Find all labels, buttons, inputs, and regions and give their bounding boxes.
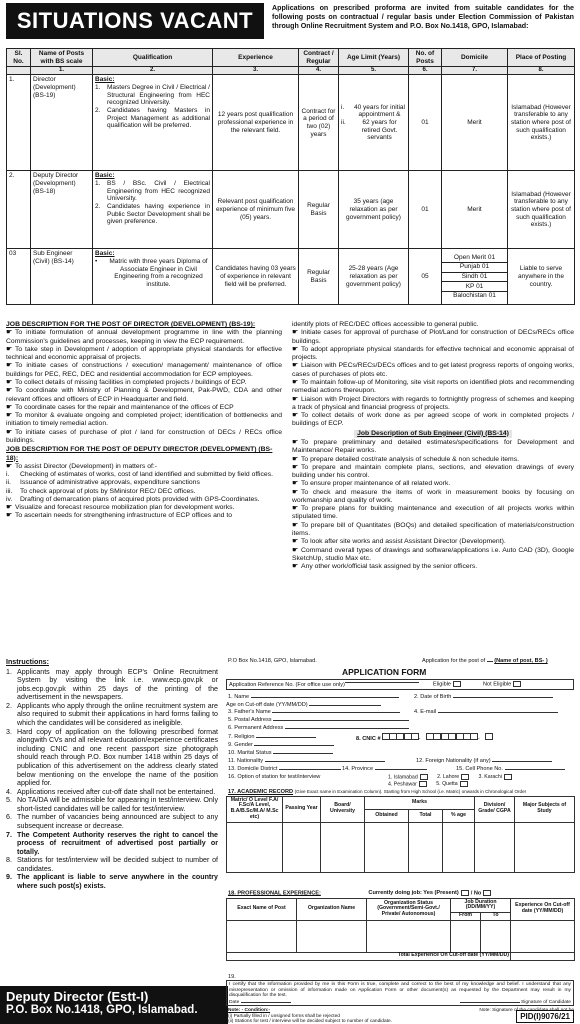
jd-right-column [292, 321, 574, 571]
arrow-icon: ☛ [292, 538, 299, 546]
col-num: 7. [442, 67, 508, 75]
row-sl: 2. [7, 171, 31, 249]
arrow-icon: ☛ [6, 378, 13, 386]
arrow-icon: ☛ [6, 462, 13, 470]
row-age: 25-28 years (Age relaxation as per government policy) [339, 249, 409, 305]
list-item: ☛ To initiate cases of constructions / execution/ management/ maintenance of office buildings for PEC, REC, DEC and residential accommodation for ECP employees. [6, 362, 282, 378]
row-experience: 12 years post qualification professional experience in the relevant field. [213, 75, 299, 171]
table-row [7, 171, 575, 249]
postal-address-field[interactable] [273, 720, 409, 721]
domicile-district-field[interactable] [279, 769, 341, 770]
arrow-icon: ☛ [292, 412, 299, 420]
arrow-icon: ☛ [292, 395, 299, 403]
list-item: 9. The applicant is liable to serve anywhere in the country where such post(s) exists. [6, 873, 218, 891]
list-item: i. Checking of estimates of works, cost of land identified and submitted by field offices. [6, 471, 274, 479]
list-item: ☛ To coordinate cases for the repair and maintenance of the offices of ECP [6, 403, 234, 411]
posts-table [6, 48, 575, 305]
arrow-icon: ☛ [292, 521, 299, 529]
station-options: 1. Islamabad 2. Lahore 3. Karachi [388, 774, 514, 781]
religion-field[interactable] [256, 737, 316, 738]
th-sl: Sl. No. [7, 49, 31, 67]
not-eligible-checkbox[interactable] [513, 681, 521, 687]
arrow-icon: ☛ [292, 345, 299, 353]
th-num-posts: No. of Posts [409, 49, 442, 67]
age-field[interactable] [309, 705, 381, 706]
th-age: Age Limit (Years) [339, 49, 409, 67]
list-item: 6. The number of vacancies being announced are subject to any subsequent increase or decrease. [6, 813, 218, 830]
list-item: ☛ Command overall types of drawings and software/applications i.e. Auto CAD (3D), Google SketchUp, studio Max etc. [292, 546, 574, 562]
list-item: 5. No TA/DA will be admissible for appearing in test/interview. Only short-listed candidates will be called for test/interview. [6, 796, 218, 813]
list-item: 2. Applicants who apply through the online recruitment system are also required to submit their applications in hard forms failing to which the candidates will be considered as ineligible. [6, 701, 218, 728]
list-item: ☛ Any other work/official task assigned by the senior officers. [292, 563, 478, 571]
list-item: ☛ Liaison with PECs/RECs/DECs offices and to get latest progress reports of ongoing works, cases of purchases of plots etc. [292, 362, 574, 378]
experience-table: Exact Name of Post Organization Name Organization Status (Government/Semi-Govt./ Private/ Autonomous) Job Duration (DD/MM/YY) Experience On Cut-off date (YY/MM/DD) From To Total Experience On Cut-off date (YY/MM/DD) [226, 898, 575, 961]
station-peshawar-checkbox[interactable] [419, 781, 427, 787]
col-num: 3. [213, 67, 299, 75]
list-item: identify plots of REC/DEC offices accessible to general public. [292, 321, 479, 328]
list-item: ☛ To prepare bill of Quantitates (BOQs) and detailed specification of materials/construction items. [292, 521, 574, 538]
table-row[interactable] [227, 822, 575, 872]
arrow-icon: ☛ [6, 504, 13, 512]
form-applied-for: Application for the post of [422, 658, 486, 664]
th-experience: Experience [213, 49, 299, 67]
row-contract: Contract for a period of two (02) years [299, 75, 339, 171]
arrow-icon: ☛ [292, 438, 299, 446]
list-item: ☛ To collect details of missing facilities in completed projects / buildings of ECP. [6, 378, 247, 386]
row-domicile: Merit [442, 171, 508, 249]
station-islamabad-checkbox[interactable] [420, 774, 428, 780]
list-item: (i) Partially filled in / unsigned forms shall be rejected [228, 1013, 340, 1019]
basic-label: Basic: [95, 250, 115, 258]
marital-status-field[interactable] [273, 753, 333, 754]
list-item: 8. Stations for test/interview will be decided subject to number of candidates. [6, 856, 218, 873]
arrow-icon: ☛ [6, 412, 13, 420]
list-item: ☛ To look after site works and assist Assistant Director (Development). [292, 538, 506, 546]
jd-sub-title: Job Description of Sub Engineer (Civil) (BS-14) [354, 430, 512, 438]
list-item: 2. Candidates having Masters in Project Management as additional qualification will be preferred. [95, 107, 210, 130]
row-domicile: Merit [442, 75, 508, 171]
header [6, 3, 574, 41]
instructions [6, 658, 218, 891]
permanent-address-field[interactable] [285, 728, 409, 729]
list-item: • Matric with three years Diploma of Associate Engineer in Civil Engineering from a recognized institute. [95, 258, 208, 289]
row-experience: Candidates having 03 years of experience in relevant field will be preferred. [213, 249, 299, 305]
station-karachi-checkbox[interactable] [504, 774, 512, 780]
list-item: ☛ To prepare plans for building maintenance and execution of all projects works within stipulated time. [292, 505, 574, 521]
domicile-quota: Sindh 01 [442, 273, 507, 283]
arrow-icon: ☛ [6, 329, 13, 337]
arrow-icon: ☛ [6, 387, 13, 395]
academic-table: Matric/ O Level F.A/ F.Sc/A Level, B.A/B.Sc/M.A/ M.Sc etc) Passing Year Board/ University Marks Division/ Grade/ CGPA Major Subjects of Study Obtained Total % age [226, 796, 575, 873]
jd-deputy-title: JOB DESCRIPTION FOR THE POST OF DEPUTY DIRECTOR (DEVELOPMENT) (BS-18): [6, 446, 273, 462]
arrow-icon: ☛ [6, 345, 13, 353]
arrow-icon: ☛ [292, 480, 299, 488]
col-num: 4. [299, 67, 339, 75]
row-domicile [442, 249, 508, 305]
ref-no-field[interactable]: Application Reference No. (For office use only) Eligible Not Eligible [226, 679, 574, 690]
name-field[interactable] [251, 697, 399, 698]
list-item: ☛ Liaison with Project Directors with regards to fortnightly progress of schemes and keeping a track of physical and financial progress of projects. [292, 395, 574, 411]
list-item: ☛ To coordinate with Ministry of Planning & Development, Pak-PWD, CDA and other relevant offices and officers of ECP in Headquarter and field. [6, 387, 282, 403]
doing-job-no-checkbox[interactable] [483, 890, 491, 896]
th-domicile: Domicile [442, 49, 508, 67]
email-field[interactable] [438, 712, 558, 713]
row-num-posts: 05 [409, 249, 442, 305]
row-qualification [93, 171, 213, 249]
arrow-icon: ☛ [292, 563, 299, 571]
col-num: 1. [31, 67, 93, 75]
table-row [7, 249, 575, 305]
arrow-icon: ☛ [292, 378, 299, 386]
issuer-address: P.O. Box No.1418, GPO, Islamabad. [6, 1004, 198, 1017]
arrow-icon: ☛ [292, 546, 299, 554]
col-num: 8. [508, 67, 575, 75]
list-item: 1. Masters Degree in Civil / Electrical / Structural Engineering from HEC recognized University. [95, 84, 210, 107]
form-pobox: P.O Box No.1418, GPO, Islamabad. [228, 658, 317, 664]
doing-job-yes-checkbox[interactable] [461, 890, 469, 896]
arrow-icon: ☛ [292, 329, 299, 337]
arrow-icon: ☛ [292, 362, 299, 370]
row-posting: Islamabad (However transferable to any station where post of such qualification exists.) [508, 75, 575, 171]
domicile-quota: Punjab 01 [442, 263, 507, 273]
row-age: 35 years (age relaxation as per government policy) [339, 171, 409, 249]
row-experience: Relevant post qualification experience of minimum five (05) years. [213, 171, 299, 249]
row-contract: Regular Basis [299, 249, 339, 305]
arrow-icon: ☛ [6, 428, 13, 436]
nationality-field[interactable] [265, 761, 385, 762]
posts-table-header [7, 49, 575, 67]
row-sl: 03 [7, 249, 31, 305]
th-posting: Place of Posting [508, 49, 575, 67]
list-item: 3. Hard copy of application on the following prescribed format alongwith CVs and all relevant education/experience certificates including CNIC and one recent passport size photograph should reach through P.O. Box number 1418 within 25 days of publication of this advertisement on the address clearly stated below mentioning on the envelope the name of the position applied for. [6, 727, 218, 788]
jd-director [6, 321, 282, 521]
list-item: ☛ Initiate cases for approval of purchase of Plot/Land for construction of DECs/RECs office buildings. [292, 329, 574, 345]
list-item: ☛ To ascertain needs for strengthening infrastructure of ECP offices and to [6, 512, 232, 520]
list-item: ☛ To ensure proper maintenance of all related work. [292, 480, 451, 488]
banner-title: SITUATIONS VACANT [6, 3, 264, 39]
arrow-icon: ☛ [6, 362, 13, 370]
date-field[interactable] [241, 1002, 291, 1003]
station-quetta-checkbox[interactable] [460, 781, 468, 787]
list-item: ☛ To maintain follow-up of Monitoring, site visit reports on identified plots and recommending remedial actions thereupon. [292, 378, 574, 395]
domicile-quota: KP 01 [442, 282, 507, 292]
list-item: ☛ To assist Director (Development) in matters of:- [6, 462, 158, 470]
table-row [7, 75, 575, 171]
dob-field[interactable] [453, 697, 553, 698]
jd-director-title: JOB DESCRIPTION FOR THE POST OF DIRECTOR (DEVELOPMENT) (BS-19): [6, 321, 256, 328]
list-item: 1. BS / BSc. Civil / Electrical Engineering from HEC recognized University. [95, 180, 210, 203]
list-item: (ii) Stations for test / interview will be decided subject to number of candidate. [228, 1019, 392, 1024]
academic-record-title: 17. ACADEMIC RECORD [228, 789, 294, 795]
list-item: ☛ To prepare preliminary and detailed estimates/specifications for Development and Maintenance/ Repair works. [292, 438, 574, 455]
arrow-icon: ☛ [6, 512, 13, 520]
application-form: P.O Box No.1418, GPO, Islamabad. Application for the post of (Name of post, BS- ) APPLICATION FORM Application Reference No. (For office use only) Eligible Not Eligible 1. Name 2. Date of Birth Age on Cut-off date (YY/MM/DD) 3. Father's Name 4. E-mail 5. Postal Address 6. Permanent Address 7. Religion 8. CNIC # - - 9. Gender 10. Marital Status 11. Nationality 12. Foreign Nationality (if any) 13. Domicile District 14. Province 15. Cell Phone No. 16. Option of station for test/interview 1. Islamabad 2. Lahore 3. Karachi 4. Peshawar 5. Quetta 17. ACADEMIC RECORD (Give Exact name in Examination Column). Starting from High School (i.e. Matric) onwards in Chronological Order Matric/ O Level F.A/ F.Sc/A Level, B.A/B.Sc/M.A/ M.Sc etc) Passing Year Board/ University Marks Division/ Grade/ CGPA Major Subjects of Study Obtained Total % age 18. PROFESSIONAL EXPERIENCE: Currently doing job: Yes (Present) / No Exact Name of Post Organization Name Organization Status (Government/Semi-Govt./ Private/ Autonomous) Job Duration (DD/MM/YY) Experience On Cut-off date (YY/MM/DD) From To Total Experience On Cut-off date (YY/MM/DD) 19. I certify that the information provided by me in this Form is true, complete and correct to the best of my knowledge and belief. I understand that any misrepresentation or omission of information made on Application Form or other document(s) as requested by the Department may result in my disqualification for the test. Date Signature of Candidate [226, 658, 574, 1006]
row-post: Director (Development) (BS-19) [31, 75, 93, 171]
th-qualification: Qualification [93, 49, 213, 67]
domicile-quota: Balochistan 01 [453, 292, 496, 300]
col-num: 2. [93, 67, 213, 75]
list-item: ☛ To check and measure the items of work in measurement books by focusing on workmanship and quality of work. [292, 488, 574, 504]
row-posting: Islamabad (However transferable to any station where post of such qualification exists.) [508, 171, 575, 249]
list-item: 2. Candidates having experience in Public Sector Development shall be given preference. [95, 203, 210, 226]
basic-label: Basic: [95, 76, 115, 84]
intro-text: Applications on prescribed proforma are invited from suitable candidates for the following posts on contractual / regular basis under Election Commission of Pakistan through Online Recruitment System and P.O. Box No.1418, GPO, Islamabad: [272, 4, 574, 30]
certification-box: I certify that the information provided by me in this Form is true, complete and correct to the best of my knowledge and belief. I understand that any misrepresentation or omission of information made on Application Form or other document(s) as requested by the Department may result in my disqualification for the test. Date Signature of Candidate [226, 980, 574, 1006]
table-row[interactable] [227, 920, 575, 952]
form-notes: Note: - Condition:- Note: Signature of the candidate shall not be (i) Partially filled in / unsigned forms shall be rejected (ii) Stations for test / interview will be decided subject to number of candidate. [228, 1008, 574, 1024]
signature-field[interactable] [460, 1002, 520, 1003]
list-item: ☛ To initiate cases of purchase of plot / land for construction of DECs / RECs office buildings. [6, 428, 282, 444]
arrow-icon: ☛ [292, 505, 299, 513]
cell-phone-field[interactable] [505, 769, 565, 770]
row-num-posts: 01 [409, 75, 442, 171]
list-item: ☛ To adopt appropriate physical standards for effective technical and economic appraisal of projects. [292, 345, 574, 362]
list-item: ☛ To monitor & evaluate ongoing and completed project; identification of bottlenecks and initiation to timely remedial action. [6, 412, 282, 428]
th-contract: Contract / Regular [299, 49, 339, 67]
row-qualification [93, 75, 213, 171]
form-title: APPLICATION FORM [342, 667, 427, 677]
list-item: 7. The Competent Authority reserves the right to cancel the process of recruitment of advertised post partially or totally. [6, 830, 218, 856]
arrow-icon: ☛ [292, 455, 299, 463]
arrow-icon: ☛ [292, 488, 299, 496]
list-item: ii. Issuance of administrative approvals, expenditure sanctions [6, 479, 200, 487]
eligible-checkbox[interactable] [453, 681, 461, 687]
foreign-nationality-field[interactable] [492, 761, 552, 762]
experience-title: 18. PROFESSIONAL EXPERIENCE: [228, 890, 321, 897]
list-item: ☛ To prepare detailed cost/rate analysis of schedule & non schedule items. [292, 455, 520, 463]
list-item: 4. Applications received after cut-off date shall not be entertained. [6, 787, 216, 796]
list-item: i. 40 years for initial appointment & [341, 103, 405, 119]
list-item: ☛ To take step in Development / adoption of appropriate physical standards for effective technical and economic appraisal of projects. [6, 345, 282, 362]
issuer-title: Deputy Director (Estt-I) [6, 989, 149, 1004]
issuer-box [0, 986, 228, 1024]
row-contract: Regular Basis [299, 171, 339, 249]
row-num-posts: 01 [409, 171, 442, 249]
row-sl: 1. [7, 75, 31, 171]
th-post: Name of Posts with BS scale [31, 49, 93, 67]
instructions-title: Instructions: [6, 658, 49, 666]
arrow-icon: ☛ [6, 403, 13, 411]
list-item: ☛ To initiate formulation of annual development programme in line with the planning Commission's guidelines and processes, keeping in view the ECP requirement. [6, 329, 282, 345]
form-post-name: (Name of post, BS- ) [494, 658, 548, 664]
father-name-field[interactable] [272, 712, 400, 713]
station-lahore-checkbox[interactable] [461, 774, 469, 780]
pid-number: PID(I)9076/21 [516, 1010, 574, 1023]
list-item: 1. Applicants may apply through ECP's Online Recruitment System by visiting the link i.e. www.ecp.gov.pk or jobs.ecp.gov.pk within 25 days of the printing of the advertisement in the newspapers. [6, 667, 218, 702]
cnic-field[interactable]: 8. CNIC # - - [356, 733, 493, 743]
row-age [339, 75, 409, 171]
list-item: iii. To check approval of plots by SMinistor REC/ DEC offices. [6, 487, 196, 495]
row-posting: Liable to serve anywhere in the country. [508, 249, 575, 305]
row-post: Sub Engineer (Civil) (BS-14) [31, 249, 93, 305]
col-num: 5. [339, 67, 409, 75]
col-num: 6. [409, 67, 442, 75]
list-item: ii. 62 years for retired Govt. servants [341, 119, 398, 142]
row-post: Deputy Director (Development) (BS-18) [31, 171, 93, 249]
arrow-icon: ☛ [292, 463, 299, 471]
domicile-quota: Open Merit 01 [442, 253, 507, 263]
list-item: ☛ Visualize and forecast resource mobilization plan for development works. [6, 504, 235, 512]
gender-field[interactable] [254, 745, 334, 746]
basic-label: Basic: [95, 172, 115, 180]
column-number-row [7, 67, 575, 75]
province-field[interactable] [375, 769, 427, 770]
row-qualification [93, 249, 213, 305]
list-item: ☛ To collect details of work done as per agreed scope of work in completed projects / buildings of ECP. [292, 412, 574, 428]
list-item: ☛ To prepare and maintain complete plans, sections, and elevation drawings of every building under his control. [292, 463, 574, 480]
list-item: iv. Drafting of demarcation plans of acquired plots provided with GPS-Coordinates. [6, 495, 260, 503]
